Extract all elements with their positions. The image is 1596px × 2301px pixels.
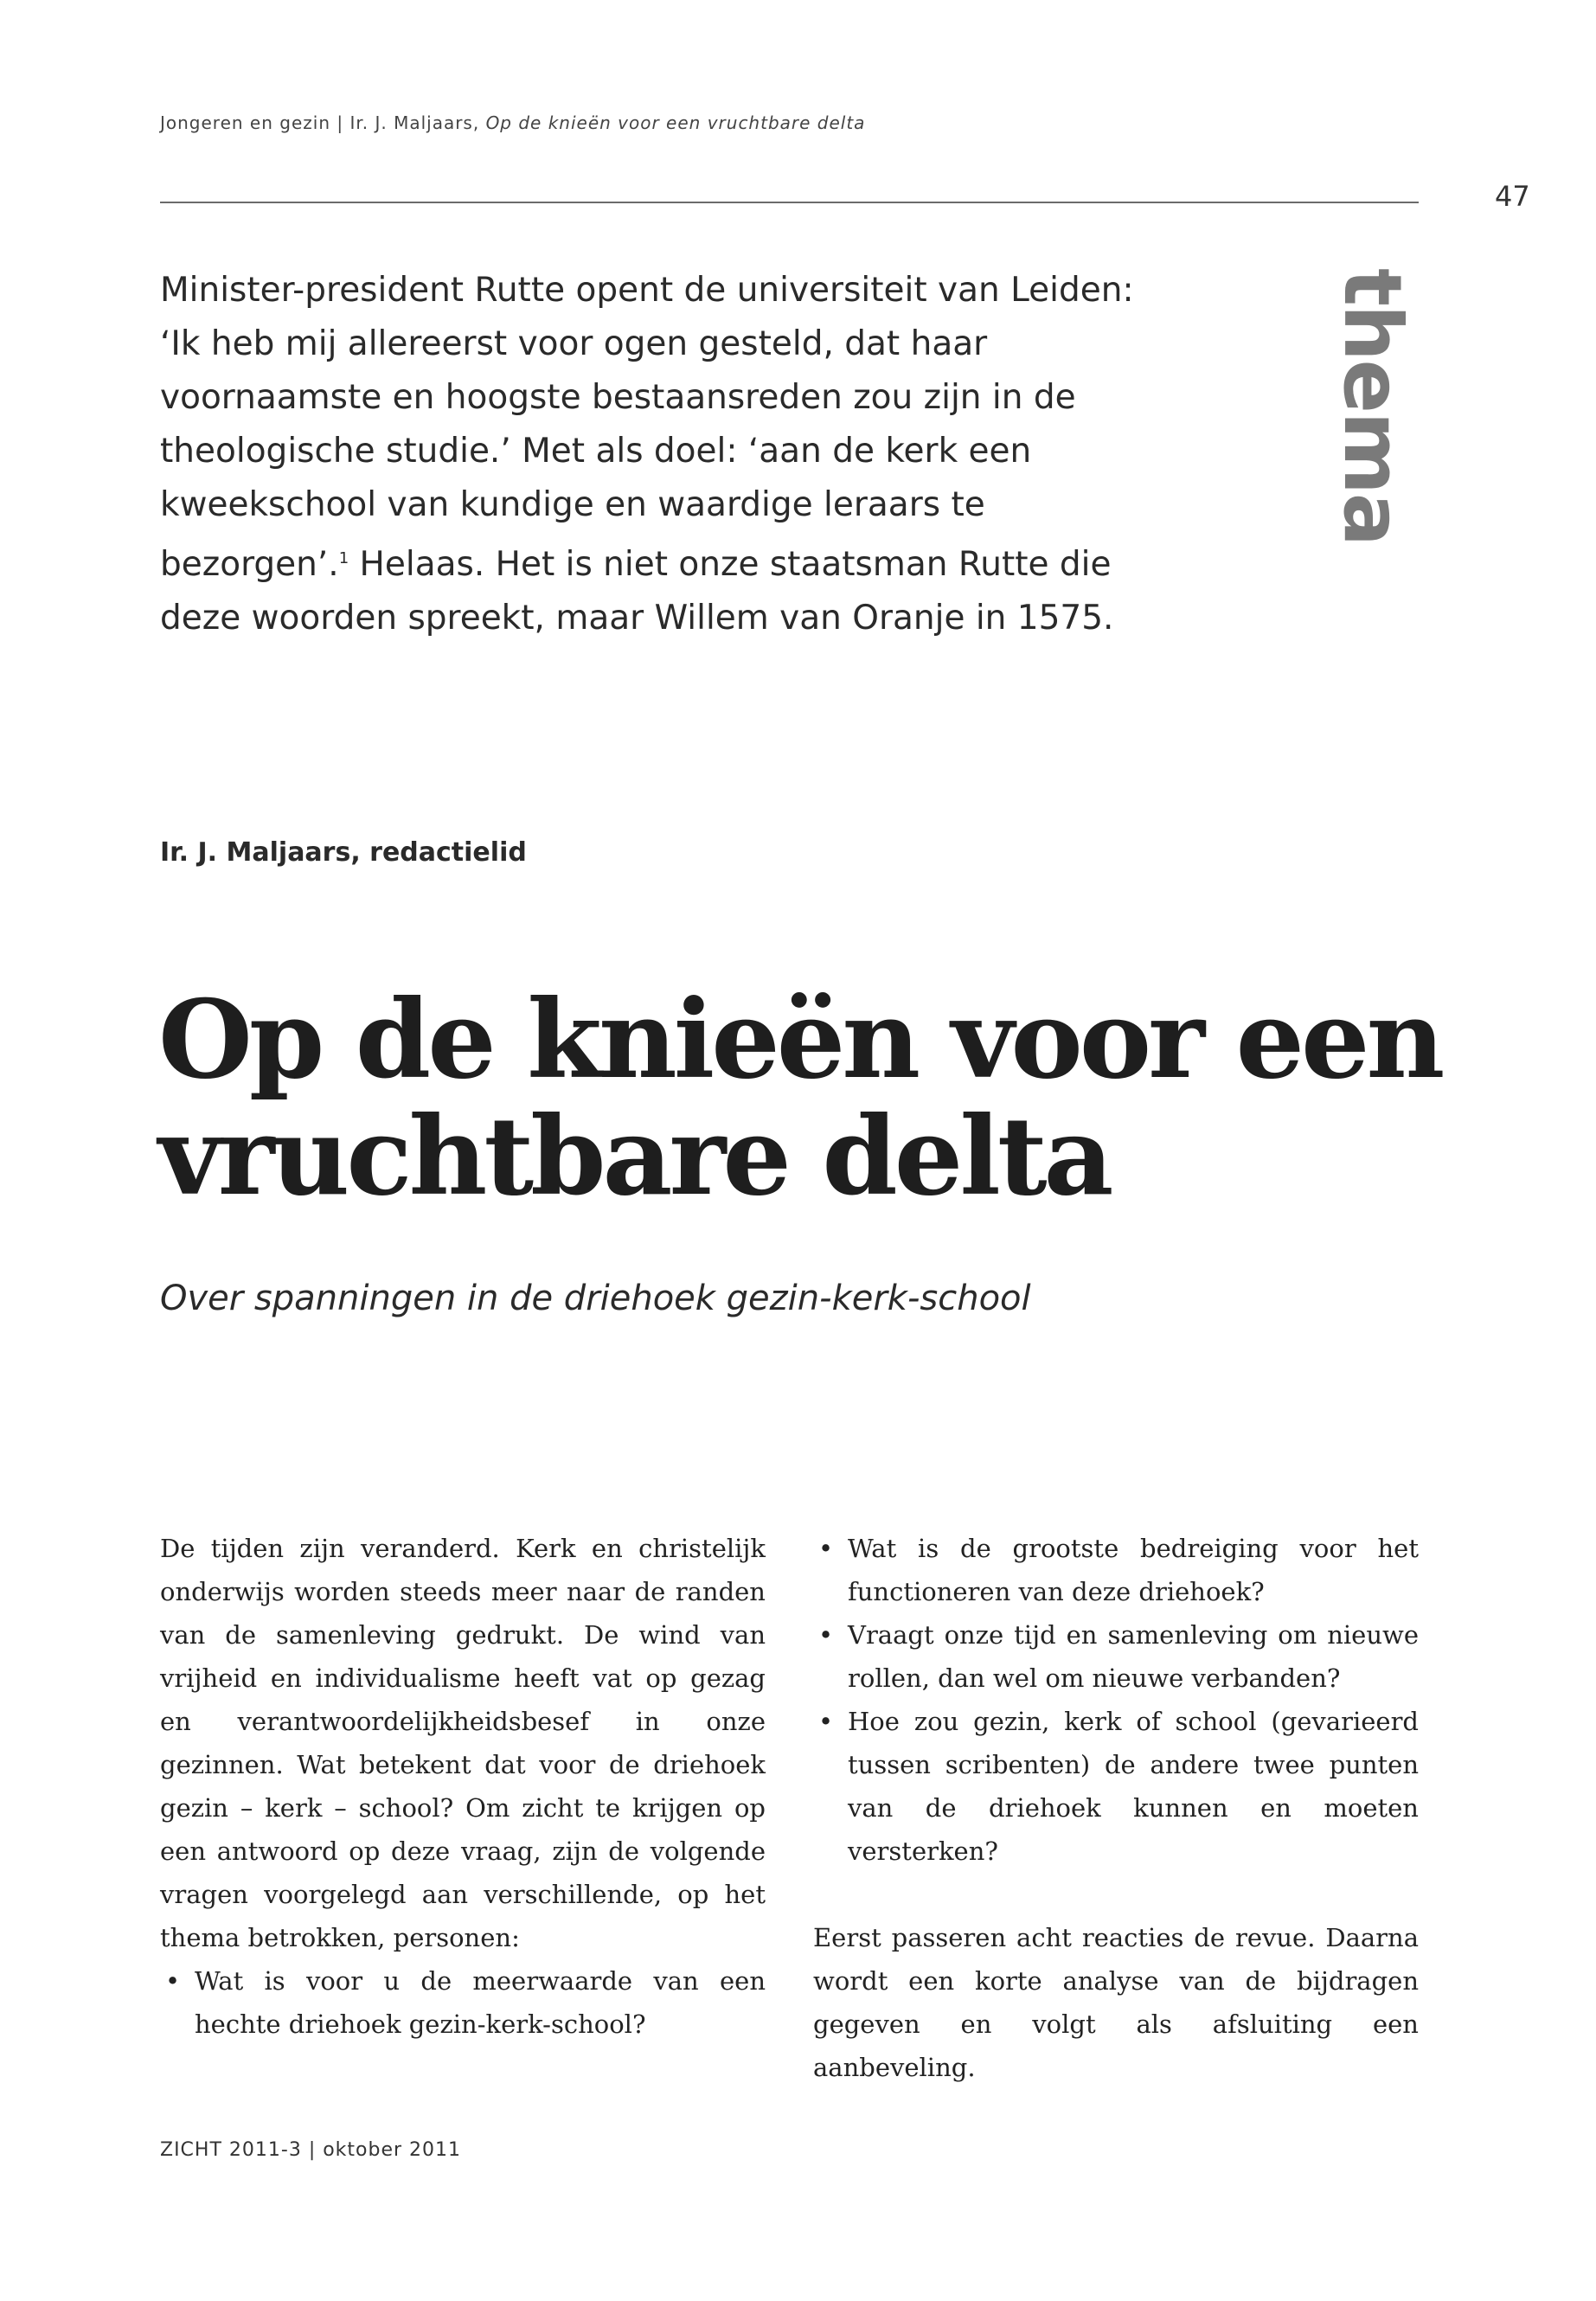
article-title — [158, 977, 1456, 1220]
article-subtitle: Over spanningen in de driehoek gezin-kerk-school — [160, 1279, 1031, 1318]
intro-line: deze woorden spreekt, maar Willem van Oranje in 1575. — [160, 599, 1114, 638]
question-text: Hoe zou gezin, kerk of school (gevarieerd tussen scribenten) de andere twee punten van de driehoek kunnen en moeten versterken? — [848, 1707, 1419, 1866]
question-text: Wat is voor u de meerwaarde van een hechte driehoek gezin-kerk-school? — [195, 1966, 766, 2039]
paragraph-gap — [813, 1873, 1419, 1916]
author-byline: Ir. J. Maljaars, redactielid — [160, 837, 527, 868]
running-header-prefix: Jongeren en gezin | Ir. J. Maljaars, — [160, 112, 486, 133]
intro-line: bezorgen’. — [160, 545, 339, 584]
bullet-icon: • — [818, 1534, 834, 1563]
bullet-icon: • — [818, 1620, 834, 1650]
intro-paragraph — [160, 264, 1172, 645]
page-number: 47 — [1495, 180, 1530, 213]
intro-line: kweekschool van kundige en waardige leraars te — [160, 485, 985, 524]
question-item — [813, 1700, 1419, 1873]
article-title-line: Op de knieën voor een — [158, 977, 1442, 1103]
section-label: thema — [1326, 268, 1419, 545]
body-paragraph: De tijden zijn veranderd. Kerk en christelijk onderwijs worden steeds meer naar de randen van de samenleving gedrukt. De wind van vrijheid en individualisme heeft vat op gezag en verantwoordelijkheidsbesef in onze gezinnen. Wat betekent dat voor de driehoek gezin – kerk – school? Om zicht te krijgen op een antwoord op deze vraag, zijn de volgende vragen voorgelegd aan verschillende, op het thema betrokken, personen: — [160, 1534, 766, 1952]
intro-line: ‘Ik heb mij allereerst voor ogen gesteld, dat haar — [160, 324, 988, 363]
body-paragraph: Eerst passeren acht reacties de revue. Daarna wordt een korte analyse van de bijdragen gegeven en volgt als afsluiting een aanbeveling. — [813, 1923, 1419, 2082]
intro-line: Minister-president Rutte opent de universiteit van Leiden: — [160, 271, 1134, 310]
question-text: Wat is de grootste bedreiging voor het functioneren van deze driehoek? — [848, 1534, 1419, 1606]
question-item — [813, 1613, 1419, 1700]
intro-line: voornaamste en hoogste bestaansreden zou zijn in de — [160, 378, 1076, 417]
intro-line: Helaas. Het is niet onze staatsman Rutte die — [349, 545, 1112, 584]
bullet-icon: • — [165, 1966, 181, 1996]
header-rule — [160, 202, 1419, 203]
question-item — [813, 1527, 1419, 1613]
intro-line: theologische studie.’ Met als doel: ‘aan de kerk een — [160, 432, 1032, 471]
running-header-title: Op de knieën voor een vruchtbare delta — [485, 112, 866, 133]
page-footer: ZICHT 2011-3 | oktober 2011 — [160, 2139, 462, 2161]
running-header — [160, 112, 865, 133]
question-text: Vraagt onze tijd en samenleving om nieuwe rollen, dan wel om nieuwe verbanden? — [848, 1620, 1419, 1693]
footnote-marker: 1 — [338, 549, 349, 567]
question-item — [160, 1959, 766, 2046]
body-column-right — [813, 1527, 1419, 2089]
article-title-line: vruchtbare delta — [158, 1093, 1111, 1220]
question-list — [813, 1527, 1419, 1873]
body-column-left — [160, 1527, 766, 2046]
question-list — [160, 1959, 766, 2046]
bullet-icon: • — [818, 1707, 834, 1736]
